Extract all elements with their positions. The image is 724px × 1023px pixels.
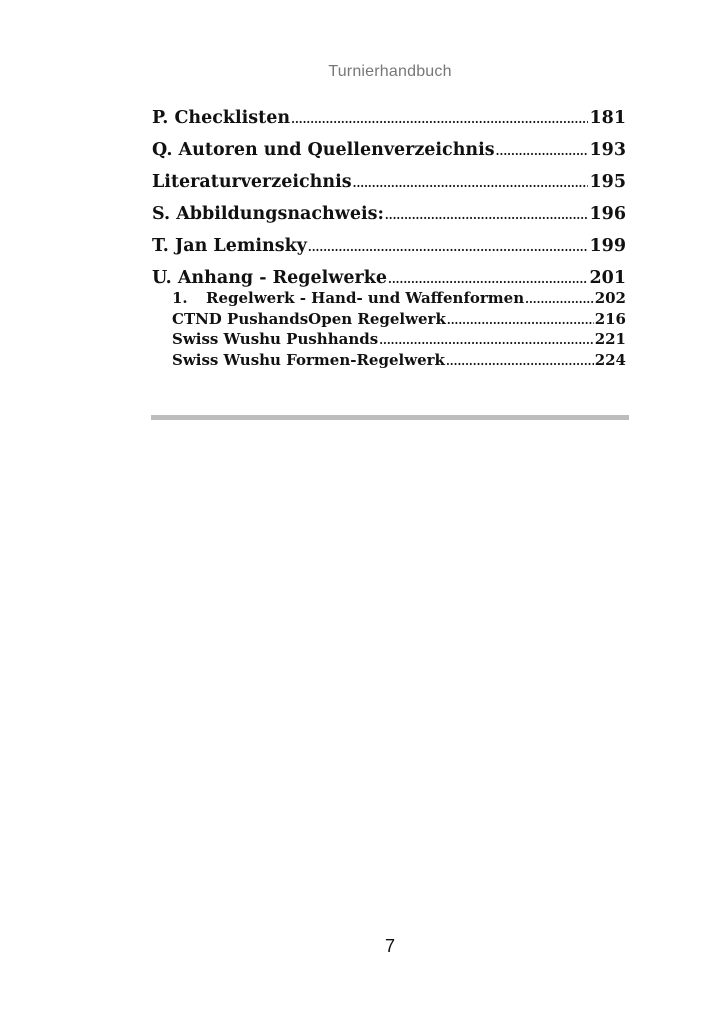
running-header: Turnierhandbuch: [328, 63, 452, 80]
toc-entry[interactable]: [152, 168, 626, 200]
toc-entry[interactable]: [152, 200, 626, 232]
toc-entry-page: 181: [589, 108, 626, 128]
toc-entry-label: U. Anhang - Regelwerke: [152, 268, 387, 288]
toc-entry[interactable]: [152, 264, 626, 288]
toc-entry-page: 201: [589, 268, 626, 288]
toc-subentry-label: CTND PushandsOpen Regelwerk: [172, 309, 446, 328]
toc-entry-label: Literaturverzeichnis: [152, 172, 352, 192]
toc-leader-dots: [496, 136, 589, 166]
toc-subentry-number: 1.: [172, 289, 188, 307]
section-divider: [151, 415, 629, 420]
toc-leader-dots: [446, 350, 594, 372]
toc-subentry-page: 216: [594, 309, 626, 328]
toc-entry-page: 193: [589, 140, 626, 160]
toc-subentry-label: Swiss Wushu Pushhands: [172, 330, 379, 348]
toc-subentry[interactable]: [152, 350, 626, 371]
toc-subentry-label-group: [172, 288, 524, 308]
toc-entry[interactable]: [152, 104, 626, 136]
toc-subentry[interactable]: [152, 309, 626, 330]
toc-leader-dots: [308, 232, 589, 262]
toc-subentry-page: 224: [594, 350, 626, 369]
toc-leader-dots: [385, 200, 589, 230]
toc-leader-dots: [379, 329, 594, 351]
toc-entry-page: 195: [589, 172, 626, 192]
toc-subentry-page: 221: [594, 330, 626, 348]
table-of-contents: [152, 104, 626, 370]
toc-entry[interactable]: [152, 136, 626, 168]
toc-entry[interactable]: [152, 232, 626, 264]
toc-subentry-page: 202: [594, 289, 626, 307]
toc-entry-label: P. Checklisten: [152, 108, 291, 128]
toc-leader-dots: [353, 168, 589, 198]
toc-subentry-label: Swiss Wushu Formen-Regelwerk: [172, 350, 445, 369]
toc-entry-label: Q. Autoren und Quellenverzeichnis: [152, 140, 495, 160]
toc-leader-dots: [447, 309, 594, 331]
toc-entry-page: 196: [589, 204, 626, 224]
toc-subentry-label: Regelwerk - Hand- und Waffenformen: [206, 289, 525, 307]
toc-entry-label: T. Jan Leminsky: [152, 236, 307, 256]
toc-entry-page: 199: [589, 236, 626, 256]
toc-leader-dots: [525, 288, 594, 310]
toc-subentry[interactable]: [152, 288, 626, 309]
toc-subentry[interactable]: [152, 329, 626, 350]
toc-entry-label: S. Abbildungsnachweis:: [152, 204, 384, 224]
toc-leader-dots: [291, 104, 588, 134]
page-number: 7: [384, 936, 395, 956]
